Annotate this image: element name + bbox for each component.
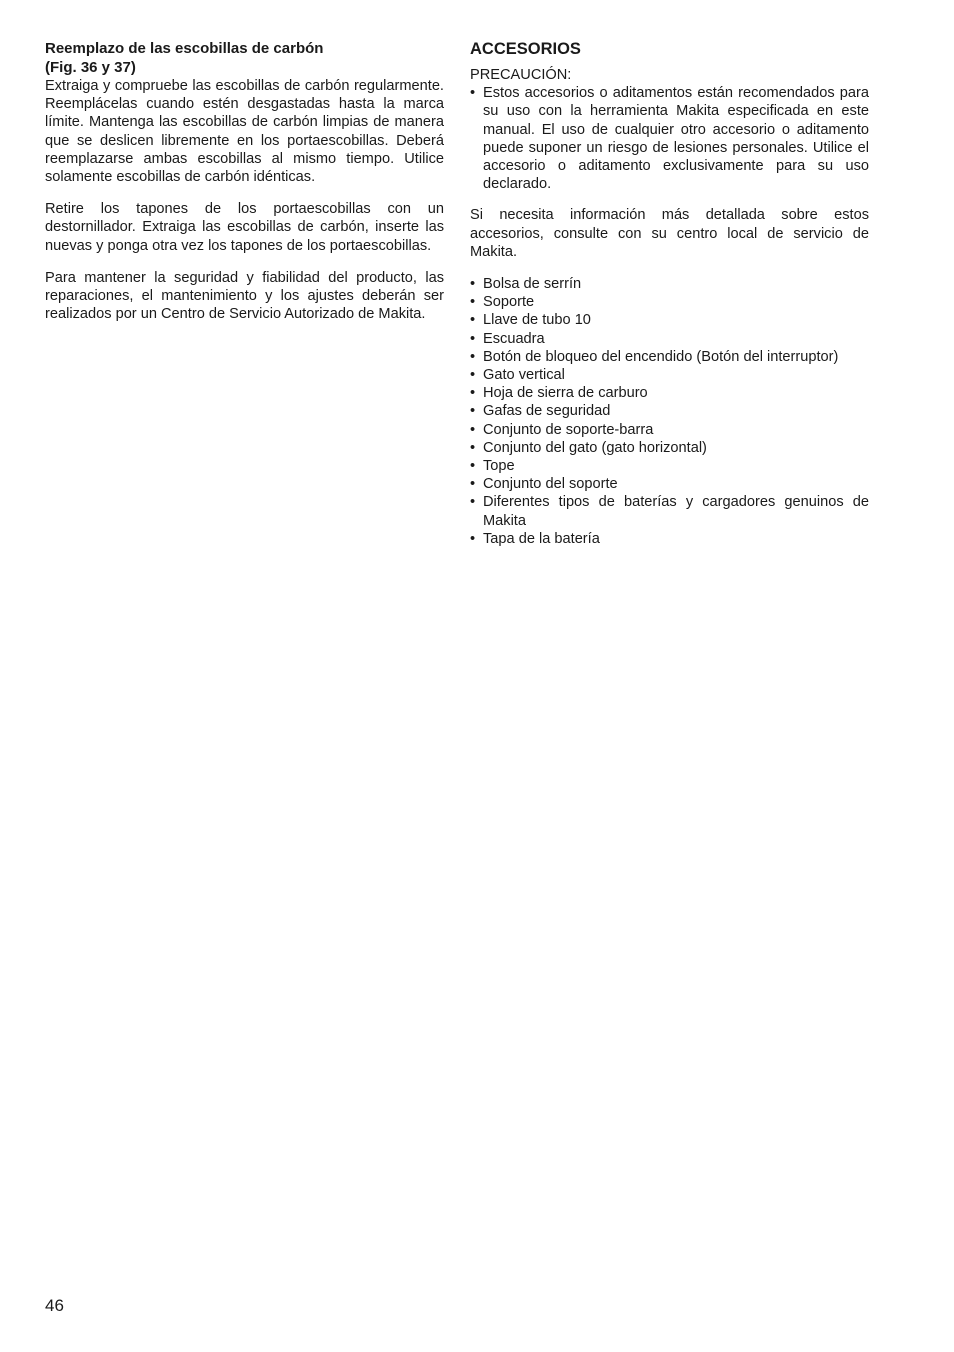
accessory-item [470, 402, 869, 420]
accessory-text: Soporte [483, 294, 535, 311]
caution-list [470, 84, 869, 193]
accessory-text: Gafas de seguridad [483, 403, 611, 420]
caution-label: PRECAUCIÓN: [470, 67, 572, 83]
accessory-item [470, 293, 869, 311]
accessory-text: Diferentes tipos de baterías y cargadores genuinos de Makita [483, 494, 869, 529]
accessory-text: Conjunto del soporte [483, 476, 618, 493]
accessory-item [470, 384, 869, 402]
info-paragraph: Si necesita información más detallada sobre estos accesorios, consulte con su centro local de servicio de Makita. [470, 207, 869, 260]
bullet-icon: • [470, 421, 476, 438]
accessory-item [470, 439, 869, 457]
accessory-item [470, 348, 869, 366]
accessory-text: Bolsa de serrín [483, 276, 582, 293]
accessories-list [470, 275, 869, 548]
accessory-item [470, 311, 869, 329]
accessories-heading: ACCESORIOS [470, 40, 581, 58]
paragraph-inspect-brushes: Extraiga y compruebe las escobillas de carbón regularmente. Reemplácelas cuando estén desgastadas hasta la marca límite. Mantenga las escobillas de carbón limpias de manera que se deslicen libremente en los portaescobillas. Deberá reemplazarse ambas escobillas al mismo tiempo. Utilice solamente escobillas de carbón idénticas. [45, 78, 444, 186]
accessory-text: Gato vertical [483, 367, 565, 384]
bullet-icon: • [470, 367, 476, 384]
accessory-text: Conjunto del gato (gato horizontal) [483, 439, 707, 456]
bullet-icon: • [470, 458, 476, 475]
paragraph-replace-brushes: Retire los tapones de los portaescobillas con un destornillador. Extraiga las escobillas de carbón, inserte las nuevas y ponga otra vez los tapones de los portaescobillas. [45, 201, 444, 254]
bullet-icon: • [470, 294, 476, 311]
bullet-icon: • [470, 439, 476, 456]
page-number: 46 [45, 1296, 64, 1315]
accessory-text: Hoja de sierra de carburo [483, 385, 648, 402]
accessory-text: Tope [483, 458, 515, 475]
bullet-icon: • [470, 385, 476, 402]
right-column [470, 39, 869, 548]
accessory-text: Botón de bloqueo del encendido (Botón del interruptor) [483, 348, 839, 365]
bullet-icon: • [470, 312, 476, 329]
caution-item [470, 84, 869, 193]
accessory-item [470, 475, 869, 493]
left-column [45, 39, 444, 337]
caution-text: Estos accesorios o aditamentos están recomendados para su uso con la herramienta Makita especificada en este manual. El uso de cualquier otro accesorio o aditamento puede suponer un riesgo de lesiones personales. Utilice el accesorio o aditamento exclusivamente para su uso declarado. [483, 85, 869, 193]
accessory-item [470, 457, 869, 475]
bullet-icon: • [470, 494, 476, 511]
bullet-icon: • [470, 330, 476, 347]
accessory-text: Tapa de la batería [483, 530, 600, 547]
accessory-item [470, 330, 869, 348]
bullet-icon: • [470, 276, 476, 293]
bullet-icon: • [470, 403, 476, 420]
accessory-item [470, 493, 869, 529]
accessory-item [470, 421, 869, 439]
accessory-text: Escuadra [483, 330, 545, 347]
accessory-item [470, 366, 869, 384]
bullet-icon: • [470, 530, 476, 547]
figure-reference: (Fig. 36 y 37) [45, 59, 136, 76]
bullet-icon: • [470, 476, 476, 493]
accessory-text: Conjunto de soporte-barra [483, 421, 654, 438]
bullet-icon: • [470, 348, 476, 365]
section-heading: Reemplazo de las escobillas de carbón [45, 40, 324, 57]
accessory-text: Llave de tubo 10 [483, 312, 591, 329]
accessory-item [470, 275, 869, 293]
bullet-icon: • [470, 85, 476, 102]
accessory-item [470, 530, 869, 548]
paragraph-service-center: Para mantener la seguridad y fiabilidad del producto, las reparaciones, el mantenimiento y los ajustes deberán ser realizados por un Centro de Servicio Autorizado de Makita. [45, 269, 444, 323]
